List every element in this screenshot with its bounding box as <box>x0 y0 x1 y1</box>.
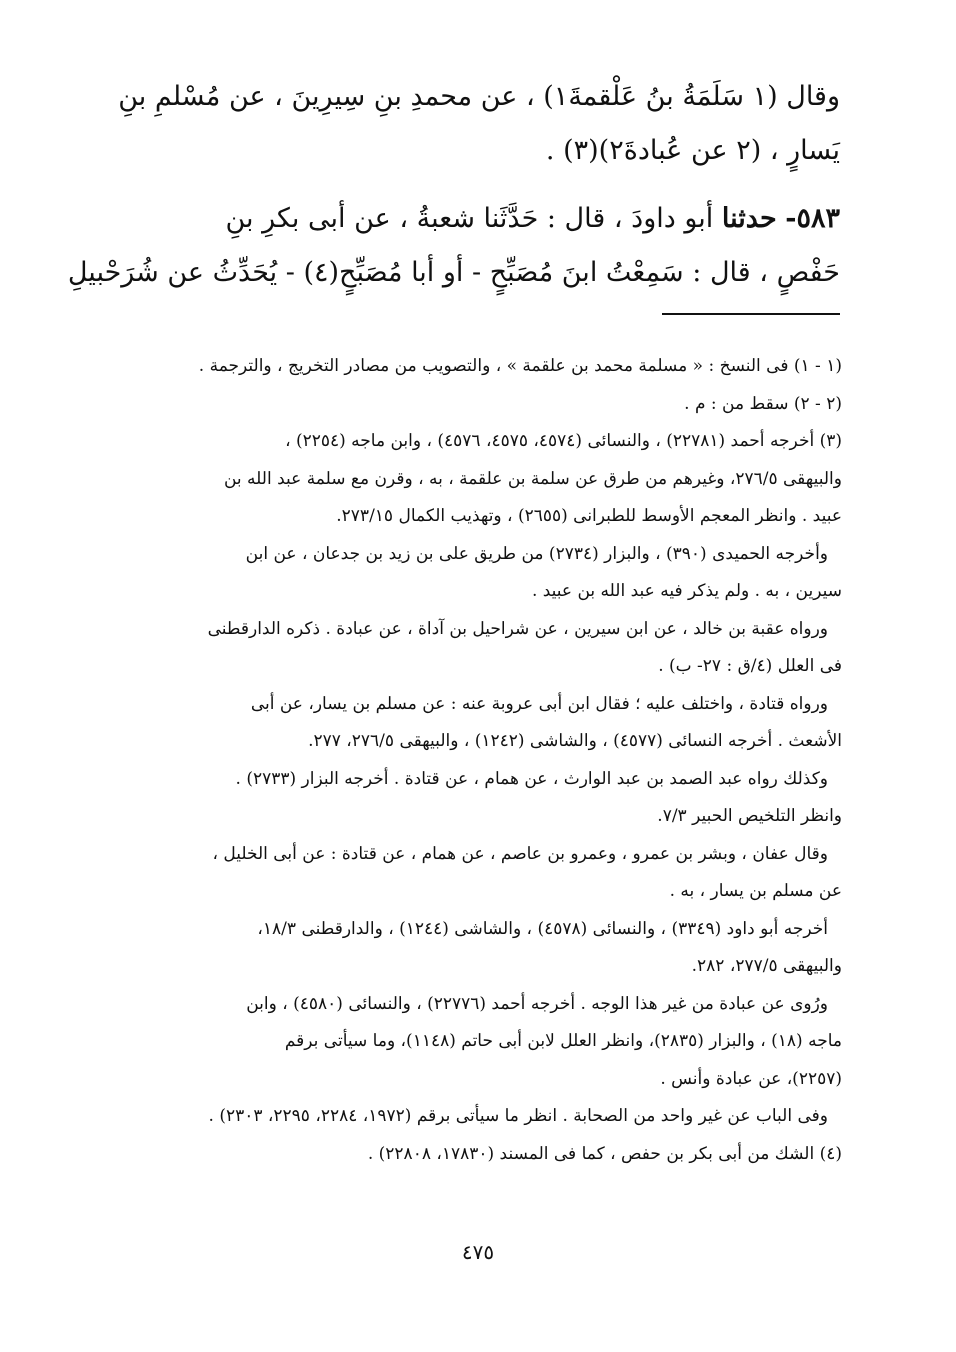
main-text <box>67 70 840 300</box>
footnote-line: وقال عفان ، وبشر بن عمرو ، وعمرو بن عاصم ، عن همام ، عن قتادة : عن أبى الخليل ، <box>212 843 828 864</box>
hadith-line-2: حَفْصٍ ، قال : سَمِعْتُ ابنَ مُصَبِّحٍ - أو أبا مُصَبِّحٍ(٤) - يُحَدِّثُ عن شُرَحْبيلِ <box>67 257 840 288</box>
footnote-line: وانظر التلخيص الحبير ٧/٣. <box>657 806 842 826</box>
footnote-line: والبيهقى ٢٧٧/٥، ٢٨٢. <box>691 956 842 976</box>
footnote-line: ماجه (١٨) ، والبزار (٢٨٣٥)، وانظر العلل لابن أبى حاتم (١١٤٨)، وما سيأتى برقم <box>284 1031 842 1051</box>
footnote-line: سيرين ، به . ولم يذكر فيه عبد الله بن عبيد . <box>531 581 842 601</box>
main-text-line-1: وقال (١ سَلَمَةُ بنُ عَلْقمةَ١) ، عن محمدِ بنِ سِيرِينَ ، عن مُسْلمِ بنِ <box>118 81 840 112</box>
main-text-line-2: يَسارٍ ، (٢ عن عُبادةَ٢)(٣) . <box>545 135 840 166</box>
footnote-line: ورواه عقبة بن خالد ، عن ابن سيرين ، عن شراحيل بن آداة ، عن عبادة . ذكره الدارقطنى <box>207 618 828 639</box>
footnote-separator <box>662 313 840 315</box>
footnote-line: أخرجه أبو داود (٣٣٤٩) ، والنسائى (٤٥٧٨) ، والشاشى (١٢٤٤) ، والدارقطنى ١٨/٣، <box>257 918 828 939</box>
page-number: ٤٧٥ <box>461 1240 495 1264</box>
footnote-line: (٢ - ٢) سقط من : م . <box>684 393 842 414</box>
hadith-number: ٥٨٣- <box>785 203 840 234</box>
footnote-line: وفى الباب عن غير واحد من الصحابة . انظر ما سيأتى برقم (١٩٧٢، ٢٢٨٤، ٢٢٩٥، ٢٣٠٣) . <box>208 1106 828 1126</box>
footnote-line: والبيهقى ٢٧٦/٥، وغيرهم من طرق عن سلمة بن علقمة ، به ، وقرن مع سلمة عبد الله بن <box>223 468 842 489</box>
footnote-line: وأخرجه الحميدى (٣٩٠) ، والبزار (٢٧٣٤) من طريق على بن زيد بن جدعان ، عن ابن <box>245 543 828 564</box>
footnote-line: وكذلك رواه عبد الصمد بن عبد الوارث ، عن همام ، عن قتادة . أخرجه البزار (٢٧٣٣) . <box>235 768 828 789</box>
footnote-line: عبيد . وانظر المعجم الأوسط للطبرانى (٢٦٥٥) ، وتهذيب الكمال ٢٧٣/١٥. <box>336 506 842 526</box>
hadith-line-1 <box>120 192 840 246</box>
footnote-line: (٢٢٥٧)، عن عبادة وأنس . <box>660 1068 842 1089</box>
hadith-line-1-text: أبو داودَ ، قال : حَدَّثَنا شعبةُ ، عن أبى بكرِ بنِ <box>225 203 714 234</box>
hadith-lead-word: حدثنا <box>721 203 777 234</box>
footnotes <box>118 348 842 1173</box>
footnote-line: ورُوى عن عبادة من غير هذا الوجه . أخرجه أحمد (٢٢٧٧٦) ، والنسائى (٤٥٨٠) ، وابن <box>246 993 828 1014</box>
footnote-line: (٤) الشك من أبى بكر بن حفص ، كما فى المسند (١٧٨٣٠، ٢٢٨٠٨) . <box>367 1143 842 1164</box>
footnote-line: فى العلل (٤/ق : ٢٧- ب) . <box>658 656 842 676</box>
footnote-line: عن مسلم بن يسار ، به . <box>669 881 842 901</box>
hadith-block <box>67 192 840 300</box>
footnote-line: (١ - ١) فى النسخ : « مسلمة محمد بن علقمة » ، والتصويب من مصادر التخريج ، والترجمة . <box>198 356 842 376</box>
footnote-line: ورواه قتادة ، واختلف عليه ؛ فقال ابن أبى عروبة عنه : عن مسلم بن يسار، عن أبى <box>250 693 828 714</box>
footnote-line: الأشعث . أخرجه النسائى (٤٥٧٧) ، والشاشى (١٢٤٢) ، والبيهقى ٢٧٦/٥، ٢٧٧. <box>308 731 842 751</box>
footnote-line: (٣) أخرجه أحمد (٢٢٧٨١) ، والنسائى (٤٥٧٤، ٤٥٧٥، ٤٥٧٦) ، وابن ماجه (٢٢٥٤) ، <box>285 431 842 451</box>
